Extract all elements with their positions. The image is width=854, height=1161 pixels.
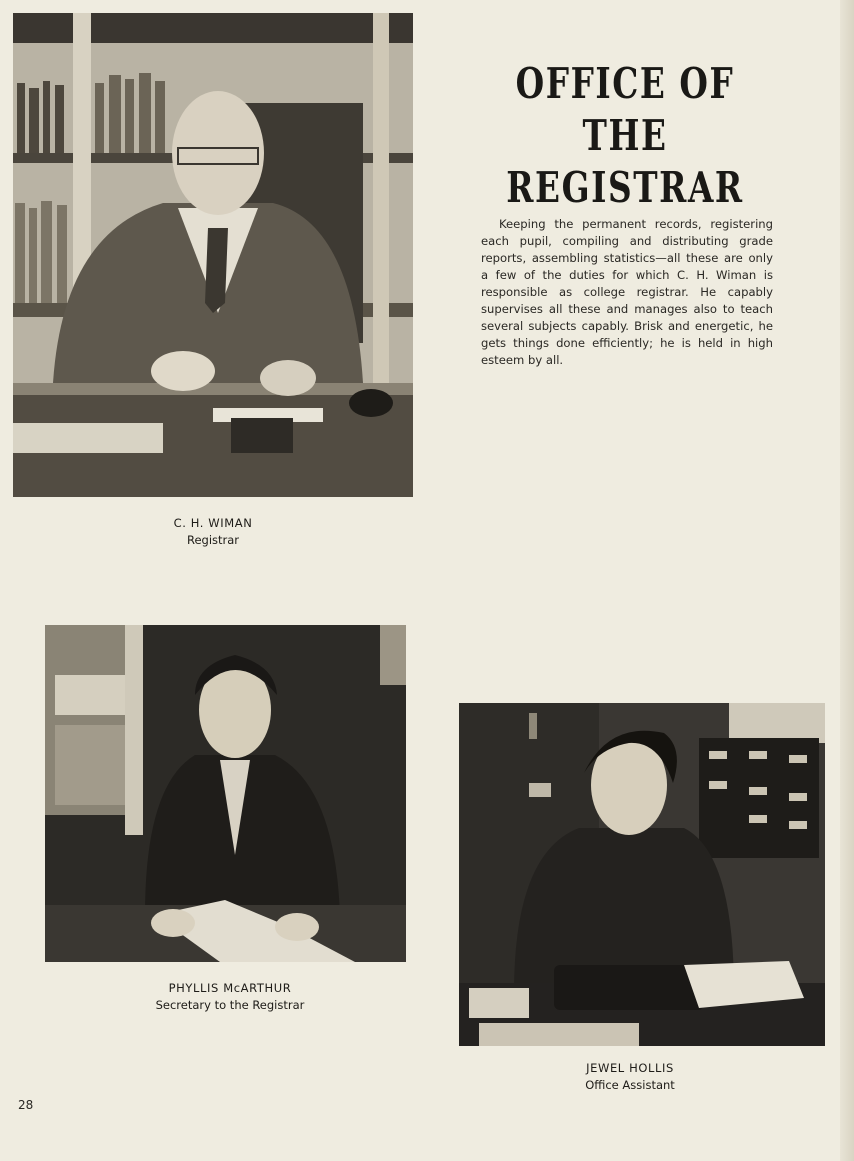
photo-hollis [459,703,825,1046]
page-edge [840,0,854,1161]
caption-mcarthur [130,980,330,1014]
page-number: 28 [18,1098,34,1112]
caption-wiman [113,515,313,549]
caption-role: Registrar [186,533,240,547]
body-paragraph: Keeping the permanent records, registering each pupil, compiling and distributing grade reports, assembling statistics—all these are only a few of the duties for which C. H. Wiman is responsible as college registrar. He capably supervises all these and manages also to teach several subjects capably. Brisk and energetic, he gets things done efficiently; he is held in high esteem by all. [481,217,773,367]
photo-wiman [13,13,413,497]
caption-name: C. H. WIMAN [173,516,253,530]
caption-role: Secretary to the Registrar [155,998,305,1012]
page-title [504,58,746,214]
title-line-2: REGISTRAR [506,163,744,212]
caption-role: Office Assistant [585,1078,675,1092]
caption-hollis [545,1060,715,1094]
caption-name: JEWEL HOLLIS [586,1061,674,1075]
photo-mcarthur [45,625,406,962]
caption-name: PHYLLIS McARTHUR [168,981,292,995]
title-line-1: OFFICE OF THE [515,59,735,160]
